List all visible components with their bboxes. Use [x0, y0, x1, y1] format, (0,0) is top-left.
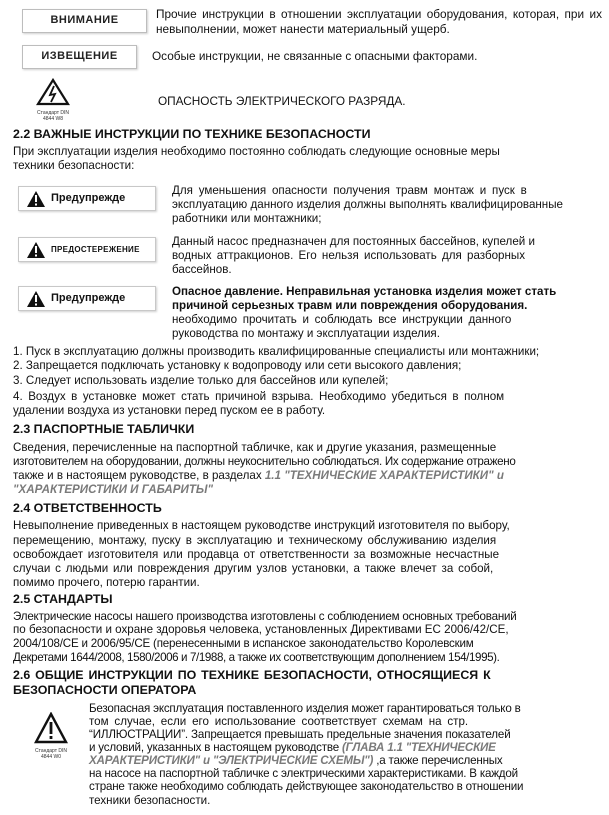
section-2-3-heading: 2.3 ПАСПОРТНЫЕ ТАБЛИЧКИ — [13, 422, 195, 436]
s24-line3: освобождает изготовителя или продавца от ответственности за возможные несчастные — [13, 548, 500, 561]
s22-intro-line2: техники безопасности: — [13, 159, 135, 172]
s23-line2: изготовителем на оборудовании, должны неукоснительно соблюдаться. Их содержание отражено — [13, 455, 516, 468]
izveshchenie-text: Особые инструкции, не связанные с опасными факторами. — [152, 49, 478, 63]
s25-line2: по безопасности и охране здоровья человека, установленных Директивами ЕС 2006/42/CE, — [13, 623, 509, 636]
vnimanie-badge — [22, 9, 147, 33]
izveshchenie-label: ИЗВЕЩЕНИЕ — [41, 50, 118, 63]
warning-badge-3-label: Предупрежде — [51, 291, 126, 304]
electric-text: ОПАСНОСТЬ ЭЛЕКТРИЧЕСКОГО РАЗРЯДА. — [158, 94, 406, 108]
warning-badge-2 — [18, 237, 156, 262]
s26-line1: Безопасная эксплуатация поставленного изделия может гарантироваться только в — [89, 702, 521, 715]
s24-line2: перемещению, монтажу, пуску в эксплуатацию и техническому обслуживанию изделия — [13, 534, 497, 547]
s25-line3: 2004/108/CE и 2006/95/CE (перенесенными в испанское законодательство Королевским — [13, 637, 474, 650]
vnimanie-text: Прочие инструкции в отношении эксплуатации оборудования, которая, при их невыполнении, может нанести материальный ущерб. — [156, 7, 602, 36]
section-2-2-heading: 2.2 ВАЖНЫЕ ИНСТРУКЦИИ ПО ТЕХНИКЕ БЕЗОПАСНОСТИ — [13, 127, 371, 141]
w2-line2: водных аттракционов. Его нельзя использовать для разборных — [172, 249, 526, 262]
section-2-5-heading: 2.5 СТАНДАРТЫ — [13, 592, 113, 606]
list-item-4-line2: удалении воздуха из установки перед пуском ее в работу. — [13, 404, 326, 417]
list-item-2: 2. Запрещается подключать установку к водопроводу или сети высокого давления; — [13, 359, 462, 372]
w3-line1: Опасное давление. Неправильная установка изделия может стать — [172, 285, 557, 298]
section-2-6-heading-line2: БЕЗОПАСНОСТИ ОПЕРАТОРА — [13, 683, 197, 697]
list-item-3: 3. Следует использовать изделие только для бассейнов или купелей; — [13, 374, 389, 387]
s26-line7: стране также необходимо соблюдать действующее законодательство в отношении — [89, 780, 524, 793]
s26-line5: ХАРАКТЕРИСТИКИ" и "ЭЛЕКТРИЧЕСКИЕ СХЕМЫ") ,а также перечисленных — [89, 754, 503, 767]
w3-line3: необходимо прочитать и соблюдать все инструкции данного — [172, 313, 512, 326]
electric-hazard-icon — [36, 78, 70, 120]
warning-badge-1 — [18, 186, 156, 211]
warning-badge-3 — [18, 286, 156, 311]
s24-line5: помимо прочего, потерю гарантии. — [13, 576, 200, 589]
w1-line1: Для уменьшения опасности получения травм монтаж и пуск в — [172, 184, 527, 197]
izveshchenie-badge — [22, 45, 137, 69]
w1-line2: эксплуатацию данного изделия должны выполнять квалифицированные — [172, 198, 563, 211]
s23-line1: Сведения, перечисленные на паспортной табличке, как и другие указания, размещенные — [13, 441, 497, 454]
w3-line4: руководства по монтажу и эксплуатации изделия. — [172, 327, 440, 340]
s26-line6: на насосе на паспортной табличке с электрическими характеристиками. В каждой — [89, 767, 518, 780]
warning-triangle-icon — [27, 191, 45, 207]
list-item-4-line1: 4. Воздух в установке может стать причиной взрыва. Необходимо убедиться в полном — [13, 390, 505, 403]
s24-line4: случаи с людьми или повреждения другим узлов установки, а также влечет за собой, — [13, 562, 494, 575]
w2-line1: Данный насос предназначен для постоянных бассейнов, купелей и — [172, 235, 535, 248]
s26-ref-2: ХАРАКТЕРИСТИКИ" и "ЭЛЕКТРИЧЕСКИЕ СХЕМЫ") — [89, 754, 374, 767]
warning-badge-2-label: ПРЕДОСТЕРЕЖЕНИЕ — [51, 244, 140, 254]
section-2-4-heading: 2.4 ОТВЕТСТВЕННОСТЬ — [13, 501, 162, 515]
list-item-1: 1. Пуск в эксплуатацию должны производить квалифицированные специалисты или монтажники; — [13, 345, 540, 358]
s26-line4: и условий, указанных в настоящем руководстве (ГЛАВА 1.1 "ТЕХНИЧЕСКИЕ — [89, 741, 496, 754]
general-hazard-icon — [34, 712, 68, 762]
s26-ref-1: (ГЛАВА 1.1 "ТЕХНИЧЕСКИЕ — [341, 741, 496, 754]
s23-ref-1: 1.1 "ТЕХНИЧЕСКИЕ ХАРАКТЕРИСТИКИ" и — [264, 469, 504, 482]
s23-ref-2: "ХАРАКТЕРИСТИКИ И ГАБАРИТЫ" — [13, 483, 214, 496]
general-icon-caption: Стандарт DIN 4844 W0 — [34, 747, 68, 760]
electric-icon-caption: Стандарт DIN 4844 W8 — [36, 109, 70, 122]
s25-line1: Электрические насосы нашего производства изготовлены с соблюдением основных требований — [13, 610, 517, 623]
vnimanie-label: ВНИМАНИЕ — [50, 14, 119, 27]
w2-line3: бассейнов. — [172, 263, 232, 276]
s25-line4: Декретами 1644/2008, 1580/2006 и 7/1988, а также их соответствующим дополнением 154/1995). — [13, 651, 500, 664]
s23-line3: также и в настоящем руководстве, в разделах 1.1 "ТЕХНИЧЕСКИЕ ХАРАКТЕРИСТИКИ" и — [13, 469, 504, 482]
warning-triangle-icon — [27, 242, 45, 258]
warning-badge-1-label: Предупрежде — [51, 191, 126, 204]
s22-intro-line1: При эксплуатации изделия необходимо постоянно соблюдать следующие основные меры — [13, 145, 500, 158]
w1-line3: работники или монтажники; — [172, 212, 322, 225]
section-2-6-heading-line1: 2.6 ОБЩИЕ ИНСТРУКЦИИ ПО ТЕХНИКЕ БЕЗОПАСНОСТИ, ОТНОСЯЩИЕСЯ К — [13, 668, 491, 682]
w3-line2: причиной серьезных травм или повреждения оборудования. — [172, 299, 528, 312]
s26-line2: том случае, если его использование соответствует схемам на стр. — [89, 715, 469, 728]
warning-triangle-icon — [27, 291, 45, 307]
s24-line1: Невыполнение приведенных в настоящем руководстве инструкций изготовителя по выбору, — [13, 519, 510, 532]
s26-line3: “ИЛЛЮСТРАЦИИ”. Запрещается превышать предельные значения показателей — [89, 728, 511, 741]
s26-line8: техники безопасности. — [89, 794, 211, 807]
